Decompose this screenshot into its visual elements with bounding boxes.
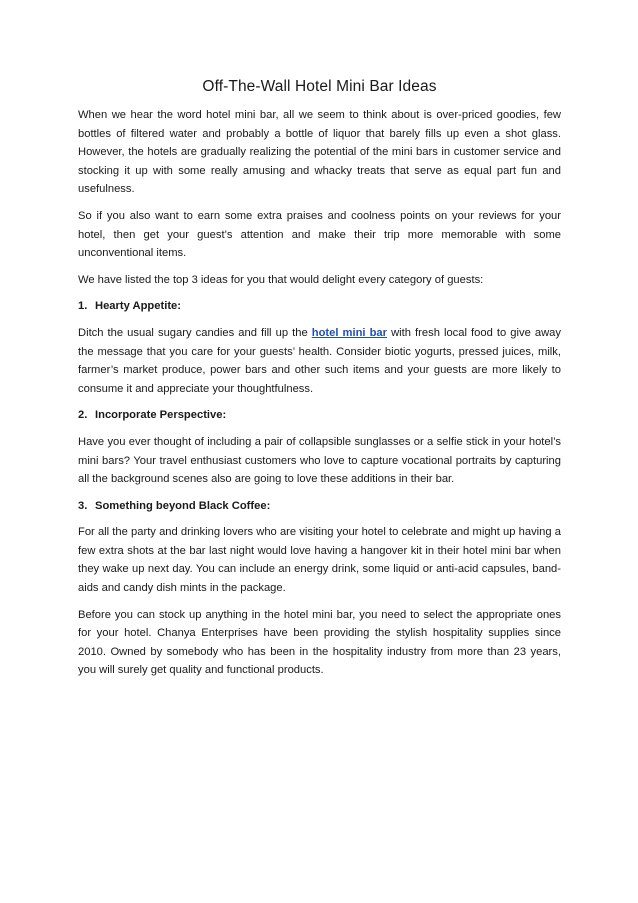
section-2-title: Incorporate Perspective: <box>95 409 227 422</box>
closing-paragraph: Before you can stock up anything in the hotel mini bar, you need to select the appropriate ones for your hotel. Chanya Enterprises have been providing the stylish hospitality supplies since 2010. Owned by somebody who has been in the hospitality industry from more than 23 years, you will surely get quality and functional products. <box>78 608 561 677</box>
hotel-mini-bar-link[interactable]: hotel mini bar <box>311 326 388 339</box>
second-paragraph: So if you also want to earn some extra praises and coolness points on your reviews for your hotel, then get your guest’s attention and make their trip more memorable with some unconventional items. <box>78 209 561 260</box>
section-1-number: 1. <box>78 300 88 313</box>
list-intro-paragraph: We have listed the top 3 ideas for you that would delight every category of guests: <box>78 273 484 286</box>
section-1-paragraph <box>78 324 561 398</box>
document-page <box>78 78 561 688</box>
section-2-paragraph: Have you ever thought of including a pair of collapsible sunglasses or a selfie stick in your hotel’s mini bars? Your travel enthusiast customers who love to capture vocational portraits by capturing all the background scenes also are going to love these additions in their bar. <box>78 435 561 486</box>
section-2-heading <box>78 406 561 425</box>
section-3-number: 3. <box>78 499 88 512</box>
section-1-text-after-link: with fresh local food to give away the message that you care for your guests’ health. Consider biotic yogurts, pressed juices, milk, farmer’s market produce, power bars and other such items and your guests are more likely to consume it and appreciate your thoughtfulness. <box>78 326 561 395</box>
section-1-heading <box>78 297 561 316</box>
section-1-title: Hearty Appetite: <box>95 300 181 313</box>
section-3-title: Something beyond Black Coffee: <box>95 499 271 512</box>
section-3-heading <box>78 497 561 516</box>
intro-paragraph: When we hear the word hotel mini bar, all we seem to think about is over-priced goodies, few bottles of filtered water and probably a bottle of liquor that barely fills up even a shot glass. However, the hotels are gradually realizing the potential of the mini bars in customer service and stocking it up with some really amusing and whacky treats that serve as equal part fun and usefulness. <box>78 109 561 196</box>
document-title: Off-The-Wall Hotel Mini Bar Ideas <box>202 78 437 95</box>
section-1-text-before-link: Ditch the usual sugary candies and fill up the <box>78 326 312 339</box>
section-2-number: 2. <box>78 409 88 422</box>
section-3-paragraph: For all the party and drinking lovers who are visiting your hotel to celebrate and might up having a few extra shots at the bar last night would love having a hangover kit in their hotel mini bar when they wake up next day. You can include an energy drink, some liquid or anti-acid capsules, band-aids and candy dish mints in the package. <box>78 526 561 595</box>
